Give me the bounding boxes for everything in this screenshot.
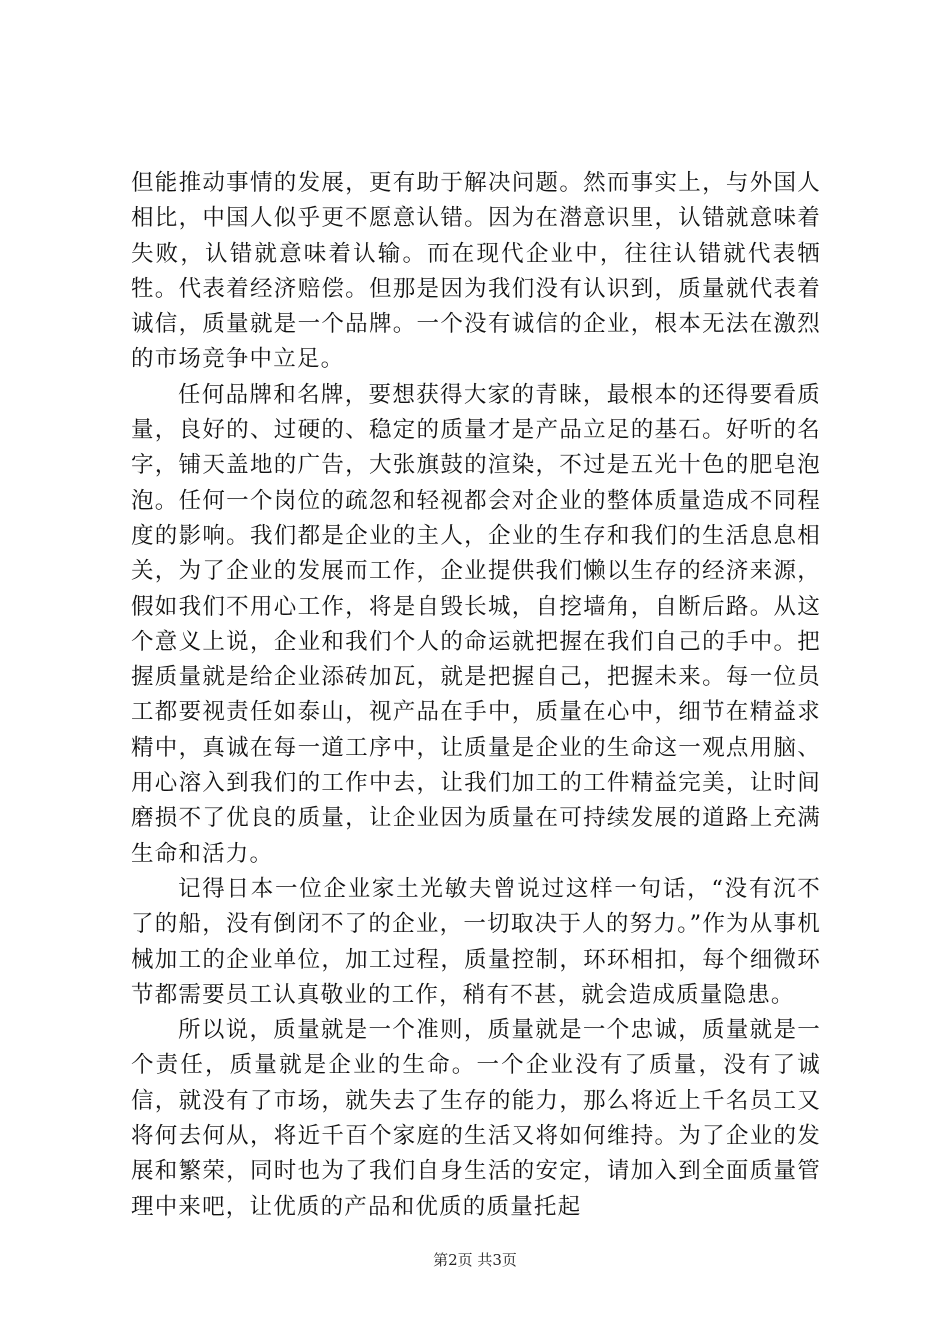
- paragraph-brand-quality: 任何品牌和名牌，要想获得大家的青睐，最根本的还得要看质量，良好的、过硬的、稳定的质量才是产品立足的基石。好听的名字，铺天盖地的广告，大张旗鼓的渲染，不过是五光十色的肥皂泡泡。任何一个岗位的疏忽和轻视都会对企业的整体质量造成不同程度的影响。我们都是企业的主人，企业的生存和我们的生活息息相关，为了企业的发展而工作，企业提供我们懒以生存的经济来源，假如我们不用心工作，将是自毁长城，自挖墙角，自断后路。从这个意义上说，企业和我们个人的命运就把握在我们自己的手中。把握质量就是给企业添砖加瓦，就是把握自己，把握未来。每一位员工都要视责任如泰山，视产品在手中，质量在心中，细节在精益求精中，真诚在每一道工序中，让质量是企业的生命这一观点用脑、用心溶入到我们的工作中去，让我们加工的工件精益完美，让时间磨损不了优良的质量，让企业因为质量在可持续发展的道路上充满生命和活力。: [131, 381, 821, 867]
- paragraph-quote: 记得日本一位企业家土光敏夫曾说过这样一句话，“没有沉不了的船，没有倒闭不了的企业，一切取决于人的努力。”作为从事机械加工的企业单位，加工过程，质量控制，环环相扣，每个细微环节都需要员工认真敬业的工作，稍有不甚，就会造成质量隐患。: [131, 875, 821, 1008]
- page-number: 第2页 共3页: [433, 1251, 517, 1269]
- document-body: [131, 166, 821, 1225]
- paragraph-conclusion: 所以说，质量就是一个准则，质量就是一个忠诚，质量就是一个责任，质量就是企业的生命。一个企业没有了质量，没有了诚信，就没有了市场，就失去了生存的能力，那么将近上千名员工又将何去何从，将近千百个家庭的生活又将如何维持。为了企业的发展和繁荣，同时也为了我们自身生活的安定，请加入到全面质量管理中来吧，让优质的产品和优质的质量托起: [131, 1017, 821, 1220]
- paragraph-continuation: 但能推动事情的发展，更有助于解决问题。然而事实上，与外国人相比，中国人似乎更不愿意认错。因为在潜意识里，认错就意味着失败，认错就意味着认输。而在现代企业中，往往认错就代表牺牲。代表着经济赔偿。但那是因为我们没有认识到，质量就代表着诚信，质量就是一个品牌。一个没有诚信的企业，根本无法在激烈的市场竞争中立足。: [131, 170, 821, 373]
